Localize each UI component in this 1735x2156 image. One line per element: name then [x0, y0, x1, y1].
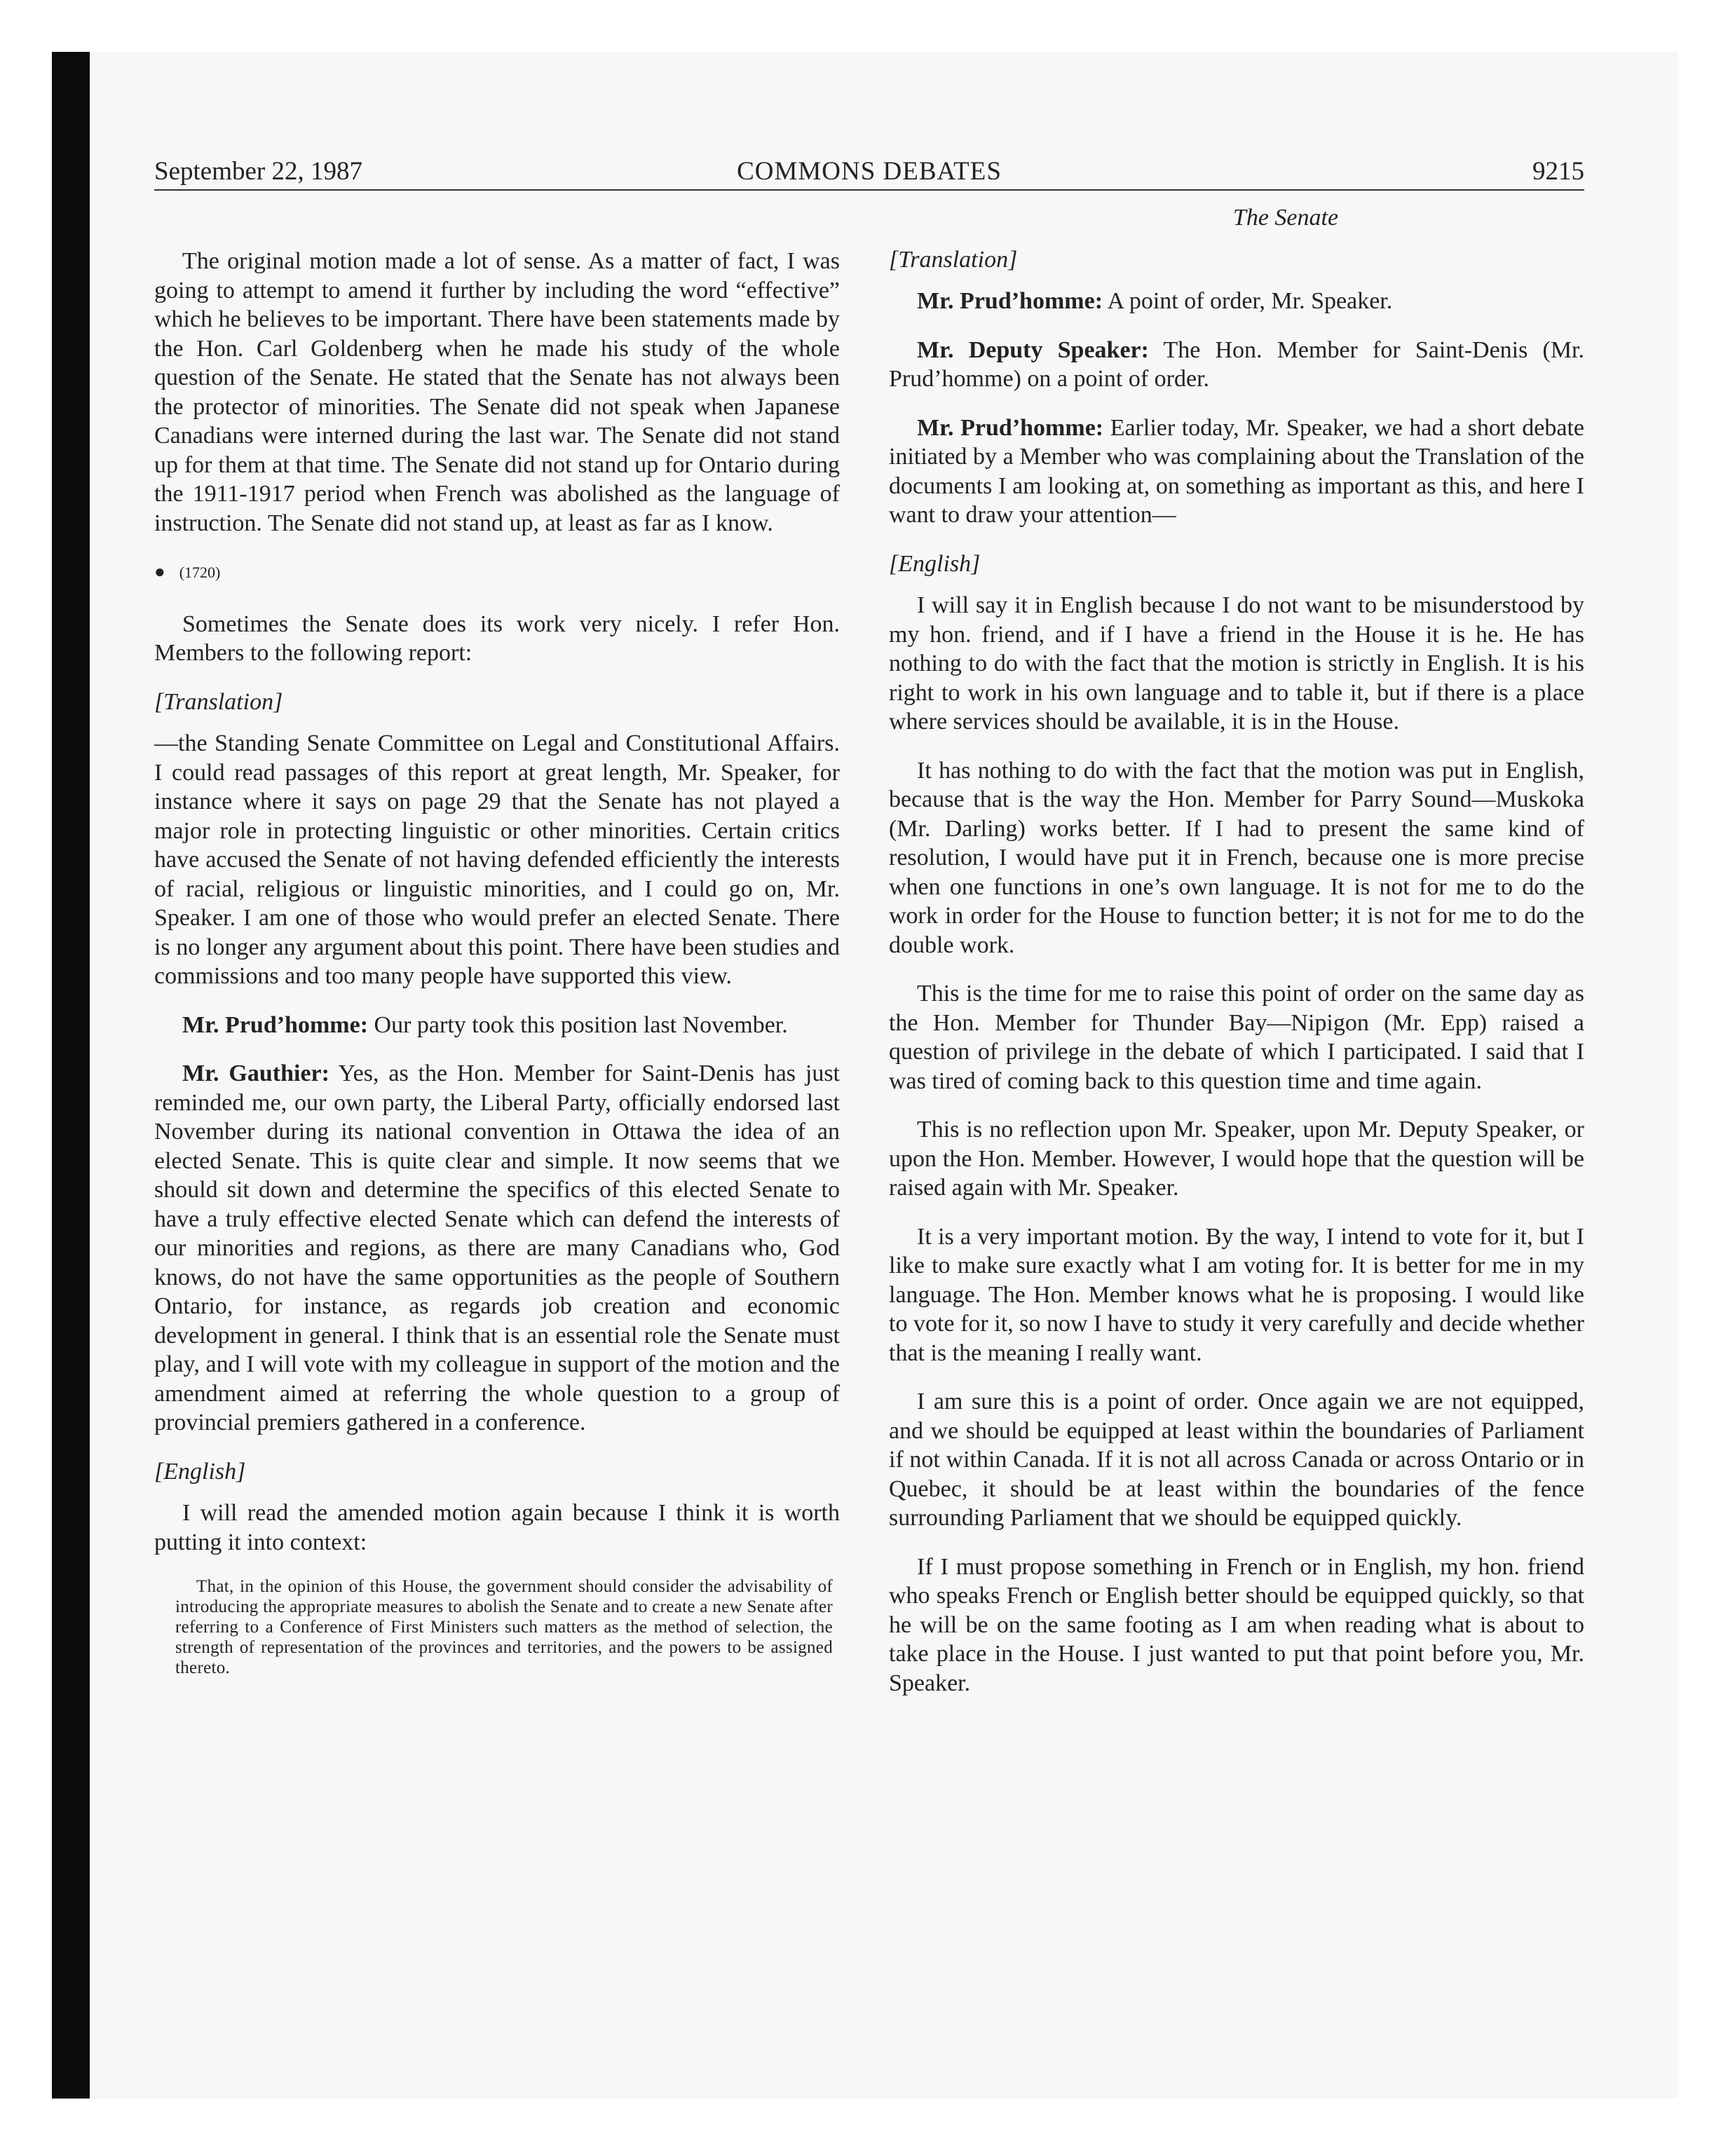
- motion-quote: That, in the opinion of this House, the government should consider the advisability of introducing the appropriate measures to abolish the Senate and to create a new Senate after referring to a Conference of First Ministers such matters as the method of selection, the strength of representation of the provinces and territories, and the powers to be assigned thereto.: [175, 1577, 833, 1677]
- left-column: [154, 247, 840, 1678]
- speech: Mr. Gauthier: Yes, as the Hon. Member for Saint-Denis has just reminded me, our own party, the Liberal Party, officially endorsed last November during its national convention in Ottawa the idea of an elected Senate. This is quite clear and simple. It now seems that we should sit down and determine the specifics of this elected Senate to have a truly effective elected Senate which can defend the interests of our minorities and regions, as there are many Canadians who, God knows, do not have the same opportunities as the people of Southern Ontario, for instance, as regards job creation and economic development in general. I think that is an essential role the Senate must play, and I will vote with my colleague in support of the motion and the amendment aimed at referring the whole question to a group of provincial premiers gathered in a conference.: [154, 1060, 840, 1435]
- header-date: September 22, 1987: [154, 157, 362, 186]
- language-tag: [English]: [154, 1458, 246, 1485]
- speech: Mr. Deputy Speaker: The Hon. Member for Saint-Denis (Mr. Prud’homme) on a point of order.: [889, 336, 1584, 392]
- paragraph: Sometimes the Senate does its work very nicely. I refer Hon. Members to the following report:: [154, 610, 840, 666]
- paragraph: This is no reflection upon Mr. Speaker, upon Mr. Deputy Speaker, or upon the Hon. Member. However, I would hope that the question will be raised again with Mr. Speaker.: [889, 1117, 1584, 1201]
- speech: Mr. Prud’homme: A point of order, Mr. Speaker.: [917, 288, 1393, 314]
- paragraph: —the Standing Senate Committee on Legal and Constitutional Affairs. I could read passages of this report at great length, Mr. Speaker, for instance where it says on page 29 that the Senate has not played a major role in protecting linguistic or other minorities. Certain critics have accused the Senate of not having defended efficiently the interests of racial, religious or linguistic minorities, and I could go on, Mr. Speaker. I am one of those who would prefer an elected Senate. There is no longer any argument about this point. There have been studies and commissions and too many people have supported this view.: [154, 730, 840, 989]
- time-marker: ● (1720): [154, 561, 221, 582]
- page-header: [154, 150, 1584, 191]
- paragraph: I will say it in English because I do not want to be misunderstood by my hon. friend, and if I have a friend in the House it is he. He has nothing to do with the fact that the motion is strictly in English. It is his right to work in his own language and to table it, but if there is a place where services should be available, it is in the House.: [889, 592, 1584, 735]
- paragraph: It has nothing to do with the fact that the motion was put in English, because that is the way the Hon. Member for Parry Sound—Muskoka (Mr. Darling) works better. If I had to present the same kind of resolution, I would have put it in French, because one is more precise when one functions in one’s own language. It is not for me to do the work in order for the House to function better; it is not for me to do the double work.: [889, 757, 1584, 958]
- paragraph: I will read the amended motion again because I think it is worth putting it into context:: [154, 1500, 840, 1555]
- paragraph: This is the time for me to raise this point of order on the same day as the Hon. Member for Thunder Bay—Nipigon (Mr. Epp) raised a question of privilege in the debate of which I participated. I said that I was tired of coming back to this question time and time again.: [889, 981, 1584, 1094]
- right-column: [889, 203, 1584, 1717]
- speaker-name: Mr. Gauthier:: [182, 1060, 329, 1086]
- language-tag: [Translation]: [889, 246, 1018, 273]
- paragraph: The original motion made a lot of sense. As a matter of fact, I was going to attempt to amend it further by including the word “effective” which he believes to be important. There have been statements made by the Hon. Carl Goldenberg when he made his study of the whole question of the Senate. He stated that the Senate has not always been the protector of minorities. The Senate did not speak when Japanese Canadians were interned during the last war. The Senate did not stand up for them at that time. The Senate did not stand up for Ontario during the 1911-1917 period when French was abolished as the language of instruction. The Senate did not stand up, at least as far as I know.: [154, 248, 840, 536]
- speaker-name: Mr. Prud’homme:: [182, 1011, 369, 1038]
- speaker-name: Mr. Prud’homme:: [917, 414, 1104, 441]
- bullet-icon: ●: [154, 561, 165, 582]
- language-tag: [Translation]: [154, 688, 283, 715]
- speaker-name: Mr. Prud’homme:: [917, 288, 1103, 314]
- language-tag: [English]: [889, 550, 981, 577]
- header-page-number: 9215: [1532, 157, 1584, 186]
- paragraph: It is a very important motion. By the way, I intend to vote for it, but I like to make sure exactly what I am voting for. It is better for me in my language. The Hon. Member knows what he is proposing. I would like to vote for it, so now I have to study it very carefully and decide whether that is the meaning I really want.: [889, 1223, 1584, 1366]
- paragraph: I am sure this is a point of order. Once again we are not equipped, and we should be equipped at least within the boundaries of Parliament if not within Canada. If it is not all across Canada or across Ontario or in Quebec, it should be at least within the boundaries of the fence surrounding Parliament that we should be equipped quickly.: [889, 1389, 1584, 1531]
- binding-edge: [52, 52, 90, 2099]
- speech: Mr. Prud’homme: Earlier today, Mr. Speaker, we had a short debate initiated by a Member who was complaining about the Translation of the documents I am looking at, on something as important as this, and here I want to draw your attention—: [889, 414, 1584, 528]
- running-head: The Senate: [1232, 205, 1339, 231]
- speaker-name: Mr. Deputy Speaker:: [917, 336, 1149, 363]
- paragraph: If I must propose something in French or in English, my hon. friend who speaks French or English better should be equipped quickly, so that he will be on the same footing as I am when reading what is about to take place in the House. I just wanted to put that point before you, Mr. Speaker.: [889, 1553, 1584, 1696]
- header-publication: COMMONS DEBATES: [737, 157, 1002, 186]
- speech: Mr. Prud’homme: Our party took this position last November.: [182, 1011, 788, 1038]
